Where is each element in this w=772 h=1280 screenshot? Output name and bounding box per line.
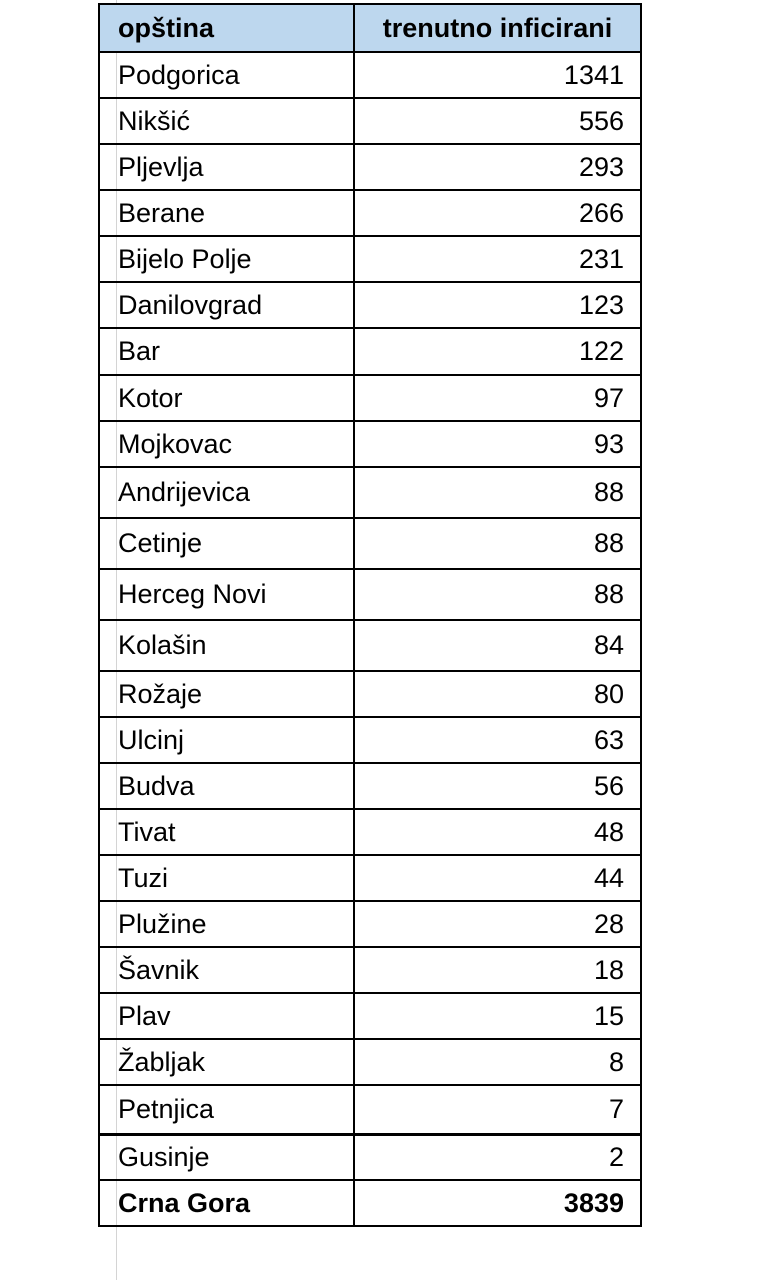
infected-count-cell: 556 (354, 98, 641, 144)
municipality-cell: Podgorica (99, 52, 354, 98)
table-row (99, 901, 641, 947)
infected-count-cell: 80 (354, 671, 641, 717)
total-label: Crna Gora (99, 1180, 354, 1226)
infected-count-cell: 63 (354, 717, 641, 763)
table-row (99, 717, 641, 763)
municipality-cell: Rožaje (99, 671, 354, 717)
municipality-cell: Bar (99, 328, 354, 375)
table-row (99, 569, 641, 620)
table-body (99, 52, 641, 1180)
infected-count-cell: 122 (354, 328, 641, 375)
infected-count-cell: 15 (354, 993, 641, 1039)
table-row (99, 190, 641, 236)
table-row (99, 993, 641, 1039)
municipality-cell: Ulcinj (99, 717, 354, 763)
table-row (99, 375, 641, 421)
table-row (99, 1134, 641, 1180)
infected-count-cell: 97 (354, 375, 641, 421)
table-row (99, 421, 641, 467)
municipality-cell: Gusinje (99, 1134, 354, 1180)
infected-count-cell: 88 (354, 518, 641, 569)
table-row (99, 144, 641, 190)
table-row (99, 855, 641, 901)
table-row (99, 809, 641, 855)
infected-by-municipality-table (98, 3, 642, 1227)
infected-count-cell: 84 (354, 620, 641, 671)
infected-count-cell: 44 (354, 855, 641, 901)
total-value: 3839 (354, 1180, 641, 1226)
municipality-cell: Tuzi (99, 855, 354, 901)
header-infected: trenutno inficirani (354, 4, 641, 52)
municipality-cell: Budva (99, 763, 354, 809)
table-row (99, 763, 641, 809)
table-row (99, 236, 641, 282)
municipality-cell: Šavnik (99, 947, 354, 993)
municipality-cell: Pljevlja (99, 144, 354, 190)
table-row (99, 518, 641, 569)
infected-count-cell: 93 (354, 421, 641, 467)
table-row (99, 467, 641, 518)
infected-count-cell: 7 (354, 1085, 641, 1134)
table-row (99, 1085, 641, 1134)
municipality-cell: Bijelo Polje (99, 236, 354, 282)
header-municipality: opština (99, 4, 354, 52)
infected-count-cell: 56 (354, 763, 641, 809)
municipality-cell: Nikšić (99, 98, 354, 144)
table-row (99, 52, 641, 98)
municipality-cell: Žabljak (99, 1039, 354, 1085)
municipality-cell: Kolašin (99, 620, 354, 671)
municipality-cell: Cetinje (99, 518, 354, 569)
municipality-cell: Kotor (99, 375, 354, 421)
table-row (99, 98, 641, 144)
table-row (99, 1039, 641, 1085)
infected-count-cell: 18 (354, 947, 641, 993)
municipality-cell: Herceg Novi (99, 569, 354, 620)
municipality-cell: Andrijevica (99, 467, 354, 518)
table-row (99, 620, 641, 671)
infected-count-cell: 48 (354, 809, 641, 855)
infected-count-cell: 2 (354, 1134, 641, 1180)
infected-count-cell: 8 (354, 1039, 641, 1085)
municipality-cell: Danilovgrad (99, 282, 354, 328)
municipality-cell: Plužine (99, 901, 354, 947)
infected-count-cell: 1341 (354, 52, 641, 98)
table-row (99, 671, 641, 717)
municipality-cell: Mojkovac (99, 421, 354, 467)
infected-count-cell: 28 (354, 901, 641, 947)
infected-count-cell: 88 (354, 569, 641, 620)
municipality-cell: Plav (99, 993, 354, 1039)
municipality-cell: Petnjica (99, 1085, 354, 1134)
infected-count-cell: 123 (354, 282, 641, 328)
table-row (99, 328, 641, 375)
infected-count-cell: 231 (354, 236, 641, 282)
municipality-cell: Tivat (99, 809, 354, 855)
municipality-cell: Berane (99, 190, 354, 236)
infected-count-cell: 293 (354, 144, 641, 190)
infected-count-cell: 88 (354, 467, 641, 518)
total-row (99, 1180, 641, 1226)
table-header-row (99, 4, 641, 52)
table-row (99, 947, 641, 993)
infected-count-cell: 266 (354, 190, 641, 236)
table-row (99, 282, 641, 328)
